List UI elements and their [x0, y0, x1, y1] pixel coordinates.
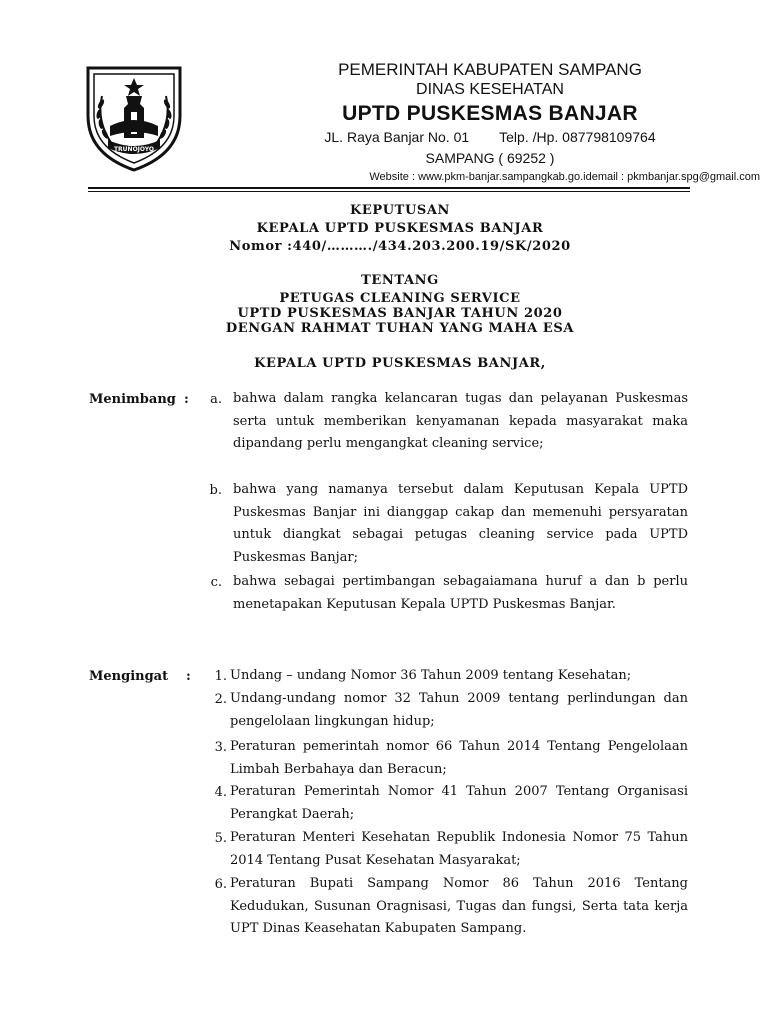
subject-line-1: PETUGAS CLEANING SERVICE: [279, 291, 521, 306]
city-postcode: SAMPANG ( 69252 ): [425, 150, 555, 166]
mengingat-1-mark: 1.: [214, 669, 227, 684]
menimbang-c-text: bahwa sebagai pertimbangan sebagaiamana huruf a dan b perlu menetapakan Keputusan Kepala UPTD Puskesmas Banjar.: [233, 574, 688, 612]
menimbang-a-text: bahwa dalam rangka kelancaran tugas dan pelayanan Puskesmas serta untuk memberikan kenyamanan kepada masyarakat maka dipandang perlu mengangkat cleaning service;: [233, 391, 688, 452]
website-email: Website : www.pkm-banjar.sampangkab.go.idemail : pkmbanjar.spg@gmail.com: [369, 171, 760, 183]
phone-number: Telp. /Hp. 087798109764: [499, 129, 656, 145]
mengingat-label: Mengingat: [89, 669, 169, 684]
mengingat-5-text: Peraturan Menteri Kesehatan Republik Indonesia Nomor 75 Tahun 2014 Tentang Pusat Kesehatan Masyarakat;: [230, 830, 688, 868]
mengingat-3-mark: 3.: [214, 740, 227, 755]
mengingat-2-text: Undang-undang nomor 32 Tahun 2009 tentang perlindungan dan pengelolaan lingkungan hidup;: [230, 691, 688, 729]
government-name: PEMERINTAH KABUPATEN SAMPANG: [338, 60, 642, 79]
menimbang-label: Menimbang: [89, 392, 176, 407]
document-number: Nomor :440/………./434.203.200.19/SK/2020: [229, 239, 571, 254]
menimbang-c-mark: c.: [210, 575, 222, 590]
mengingat-5-mark: 5.: [214, 831, 227, 846]
mengingat-4-mark: 4.: [214, 785, 227, 800]
institution-name: UPTD PUSKESMAS BANJAR: [342, 102, 638, 125]
tentang-heading: TENTANG: [361, 273, 439, 288]
address-line: [220, 129, 760, 145]
mengingat-6-text: Peraturan Bupati Sampang Nomor 86 Tahun 2016 Tentang Kedudukan, Susunan Oragnisasi, Tugas dan fungsi, Serta tata kerja UPT Dinas Keasehatan Kabupaten Sampang.: [230, 876, 688, 937]
regency-logo: [78, 56, 190, 174]
menimbang-a-mark: a.: [210, 392, 222, 407]
mengingat-colon: :: [186, 669, 191, 684]
menimbang-b-text: bahwa yang namanya tersebut dalam Keputusan Kepala UPTD Puskesmas Banjar ini dianggap cakap dan memenuhi persyaratan untuk diangkat sebagai petugas cleaning service pada UPTD Puskesmas Banjar;: [233, 482, 688, 566]
subject-line-3: DENGAN RAHMAT TUHAN YANG MAHA ESA: [225, 321, 575, 336]
mengingat-4-text: Peraturan Pemerintah Nomor 41 Tahun 2007 Tentang Organisasi Perangkat Daerah;: [230, 784, 688, 822]
menimbang-b-mark: b.: [209, 483, 222, 498]
mengingat-2-mark: 2.: [214, 692, 227, 707]
signatory-heading: KEPALA UPTD PUSKESMAS BANJAR,: [254, 356, 546, 371]
letterhead-rule-thin: [88, 191, 690, 192]
department-name: DINAS KESEHATAN: [416, 81, 564, 98]
mengingat-1-text: Undang – undang Nomor 36 Tahun 2009 tentang Kesehatan;: [230, 668, 632, 683]
doc-type-title: KEPUTUSAN: [349, 203, 451, 218]
mengingat-6-mark: 6.: [214, 877, 227, 892]
issuer-title: KEPALA UPTD PUSKESMAS BANJAR: [256, 221, 544, 236]
letterhead-rule-thick: [88, 187, 690, 189]
menimbang-colon: :: [184, 392, 189, 407]
subject-line-2: UPTD PUSKESMAS BANJAR TAHUN 2020: [237, 306, 563, 321]
mengingat-3-text: Peraturan pemerintah nomor 66 Tahun 2014 Tentang Pengelolaan Limbah Berbahaya dan Beracun;: [230, 739, 688, 777]
logo-text: TRUNOJOYO: [113, 146, 155, 153]
street-address: JL. Raya Banjar No. 01: [324, 129, 470, 145]
